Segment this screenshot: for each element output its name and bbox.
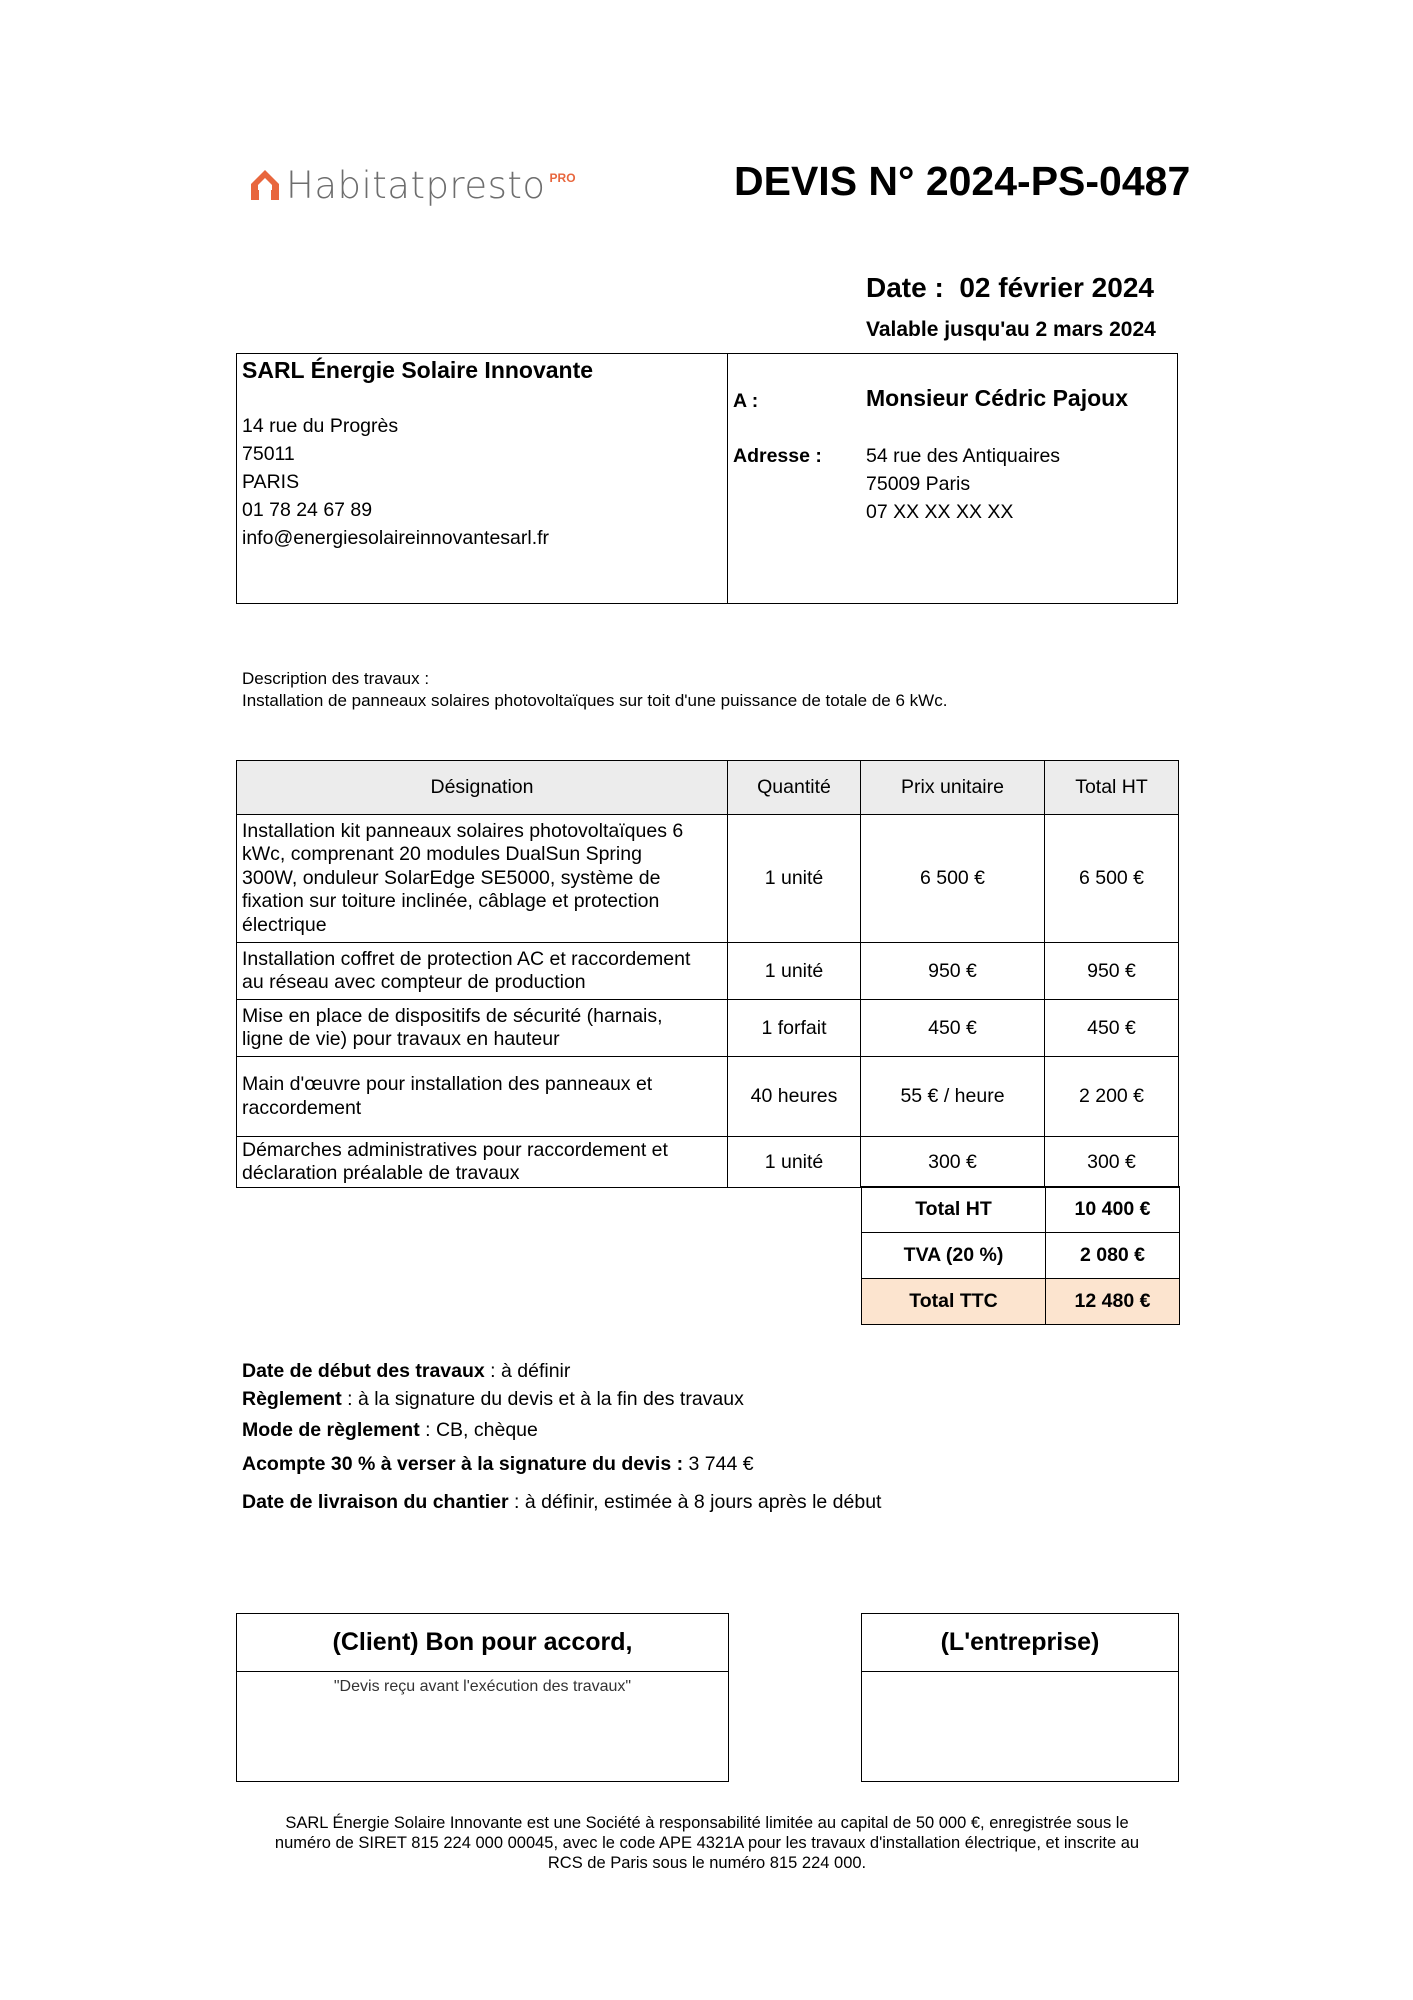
designation-line: Mise en place de dispositifs de sécurité (harnais, xyxy=(242,1004,663,1027)
designation-line: Main d'œuvre pour installation des panneaux et xyxy=(242,1073,653,1095)
table-header-row xyxy=(237,761,1179,815)
total-cell: 950 € xyxy=(1045,943,1179,1000)
designation-line: raccordement xyxy=(242,1096,362,1119)
quantite-cell: 1 unité xyxy=(728,1137,861,1188)
table-row xyxy=(237,1137,1179,1188)
payment-label: Règlement xyxy=(242,1388,342,1410)
company-postcode: 75011 xyxy=(242,443,295,465)
delivery-line xyxy=(242,1491,881,1514)
total-ttc-value: 12 480 € xyxy=(1046,1279,1180,1325)
payment-mode-label: Mode de règlement xyxy=(242,1419,420,1441)
payment-line xyxy=(242,1388,744,1411)
total-cell: 6 500 € xyxy=(1045,815,1179,943)
table-row xyxy=(237,1057,1179,1137)
totals-table xyxy=(861,1186,1180,1325)
validity-date: Valable jusqu'au 2 mars 2024 xyxy=(866,318,1156,341)
total-cell: 2 200 € xyxy=(1045,1057,1179,1137)
header-quantite: Quantité xyxy=(728,761,861,815)
house-icon xyxy=(250,168,280,202)
footer-line: numéro de SIRET 815 224 000 00045, avec le code APE 4321A pour les travaux d'installation électrique, et inscrite au xyxy=(274,1834,1140,1852)
total-cell: 450 € xyxy=(1045,1000,1179,1057)
prix-cell: 55 € / heure xyxy=(861,1057,1045,1137)
client-name: Monsieur Cédric Pajoux xyxy=(866,385,1129,411)
quote-date xyxy=(866,272,1154,304)
designation-line: déclaration préalable de travaux xyxy=(242,1162,520,1184)
designation-line: au réseau avec compteur de production xyxy=(242,971,586,993)
habitatpresto-logo xyxy=(250,162,576,208)
start-date-line xyxy=(242,1360,570,1383)
footer-line: RCS de Paris sous le numéro 815 224 000. xyxy=(547,1854,867,1872)
designation-cell xyxy=(237,1000,728,1057)
header-prix-unitaire: Prix unitaire xyxy=(861,761,1045,815)
client-phone: 07 XX XX XX XX xyxy=(866,501,1014,523)
quantite-cell: 1 forfait xyxy=(728,1000,861,1057)
header-total-ht: Total HT xyxy=(1045,761,1179,815)
deposit-label: Acompte 30 % à verser à la signature du devis : xyxy=(242,1453,684,1475)
designation-line: Démarches administratives pour raccordement et xyxy=(242,1138,668,1161)
logo-text: Habitatpresto xyxy=(286,163,546,207)
footer-line: SARL Énergie Solaire Innovante est une Société à responsabilité limitée au capital de 50 000 €, enregistrée sous le xyxy=(285,1814,1129,1832)
company-city: PARIS xyxy=(242,471,300,493)
tva-label: TVA (20 %) xyxy=(862,1233,1046,1279)
table-row xyxy=(237,943,1179,1000)
designation-line: kWc, comprenant 20 modules DualSun Spring xyxy=(242,843,642,866)
logo-badge: PRO xyxy=(549,171,576,185)
total-ttc-label: Total TTC xyxy=(862,1279,1046,1325)
designation-line: ligne de vie) pour travaux en hauteur xyxy=(242,1028,560,1050)
payment-mode-value: : CB, chèque xyxy=(419,1419,538,1441)
client-city: 75009 Paris xyxy=(866,473,971,495)
prix-cell: 450 € xyxy=(861,1000,1045,1057)
start-date-value: : à définir xyxy=(484,1360,571,1382)
quantite-cell: 1 unité xyxy=(728,815,861,943)
payment-value: : à la signature du devis et à la fin des travaux xyxy=(341,1388,744,1410)
recipient-label: A : xyxy=(733,390,759,412)
total-ht-label: Total HT xyxy=(862,1187,1046,1233)
company-name: SARL Énergie Solaire Innovante xyxy=(242,357,594,383)
company-street: 14 rue du Progrès xyxy=(242,415,399,437)
client-signature-title: (Client) Bon pour accord, xyxy=(237,1614,728,1672)
tva-value: 2 080 € xyxy=(1046,1233,1180,1279)
total-cell: 300 € xyxy=(1045,1137,1179,1188)
designation-line: 300W, onduleur SolarEdge SE5000, système de xyxy=(242,866,661,889)
designation-cell xyxy=(237,1057,728,1137)
client-street: 54 rue des Antiquaires xyxy=(866,445,1061,467)
delivery-value: : à définir, estimée à 8 jours après le début xyxy=(508,1491,882,1513)
description-text: Installation de panneaux solaires photovoltaïques sur toit d'une puissance de totale de 6 kWc. xyxy=(242,691,948,710)
table-row xyxy=(237,815,1179,943)
client-signature-note: "Devis reçu avant l'exécution des travaux" xyxy=(333,1678,632,1695)
deposit-value: 3 744 € xyxy=(683,1453,754,1475)
date-value: 02 février 2024 xyxy=(959,272,1154,303)
address-label: Adresse : xyxy=(733,445,822,467)
total-ht-row xyxy=(862,1187,1180,1233)
legal-footer xyxy=(236,1813,1178,1873)
quote-title: DEVIS N° 2024-PS-0487 xyxy=(734,158,1191,204)
designation-cell xyxy=(237,943,728,1000)
company-email: info@energiesolaireinnovantesarl.fr xyxy=(242,527,550,549)
company-signature-box[interactable] xyxy=(861,1613,1179,1782)
header-designation: Désignation xyxy=(237,761,728,815)
tva-row xyxy=(862,1233,1180,1279)
designation-line: Installation coffret de protection AC et raccordement xyxy=(242,947,691,970)
company-signature-title: (L'entreprise) xyxy=(862,1614,1178,1672)
total-ttc-row xyxy=(862,1279,1180,1325)
company-phone: 01 78 24 67 89 xyxy=(242,499,373,521)
prix-cell: 6 500 € xyxy=(861,815,1045,943)
client-signature-box[interactable] xyxy=(236,1613,729,1782)
designation-line: Installation kit panneaux solaires photovoltaïques 6 xyxy=(242,819,684,842)
designation-cell xyxy=(237,1137,728,1188)
quantite-cell: 1 unité xyxy=(728,943,861,1000)
designation-cell xyxy=(237,815,728,943)
prix-cell: 950 € xyxy=(861,943,1045,1000)
payment-mode-line xyxy=(242,1419,538,1442)
description-label: Description des travaux : xyxy=(242,669,430,688)
address-divider xyxy=(727,353,728,604)
delivery-label: Date de livraison du chantier xyxy=(242,1491,509,1513)
deposit-line xyxy=(242,1453,754,1476)
quantite-cell: 40 heures xyxy=(728,1057,861,1137)
designation-line: électrique xyxy=(242,913,327,936)
table-row xyxy=(237,1000,1179,1057)
designation-line: fixation sur toiture inclinée, câblage et protection xyxy=(242,890,660,913)
date-label: Date : xyxy=(866,272,944,303)
start-date-label: Date de début des travaux xyxy=(242,1360,485,1382)
items-table xyxy=(236,760,1179,1188)
prix-cell: 300 € xyxy=(861,1137,1045,1188)
total-ht-value: 10 400 € xyxy=(1046,1187,1180,1233)
